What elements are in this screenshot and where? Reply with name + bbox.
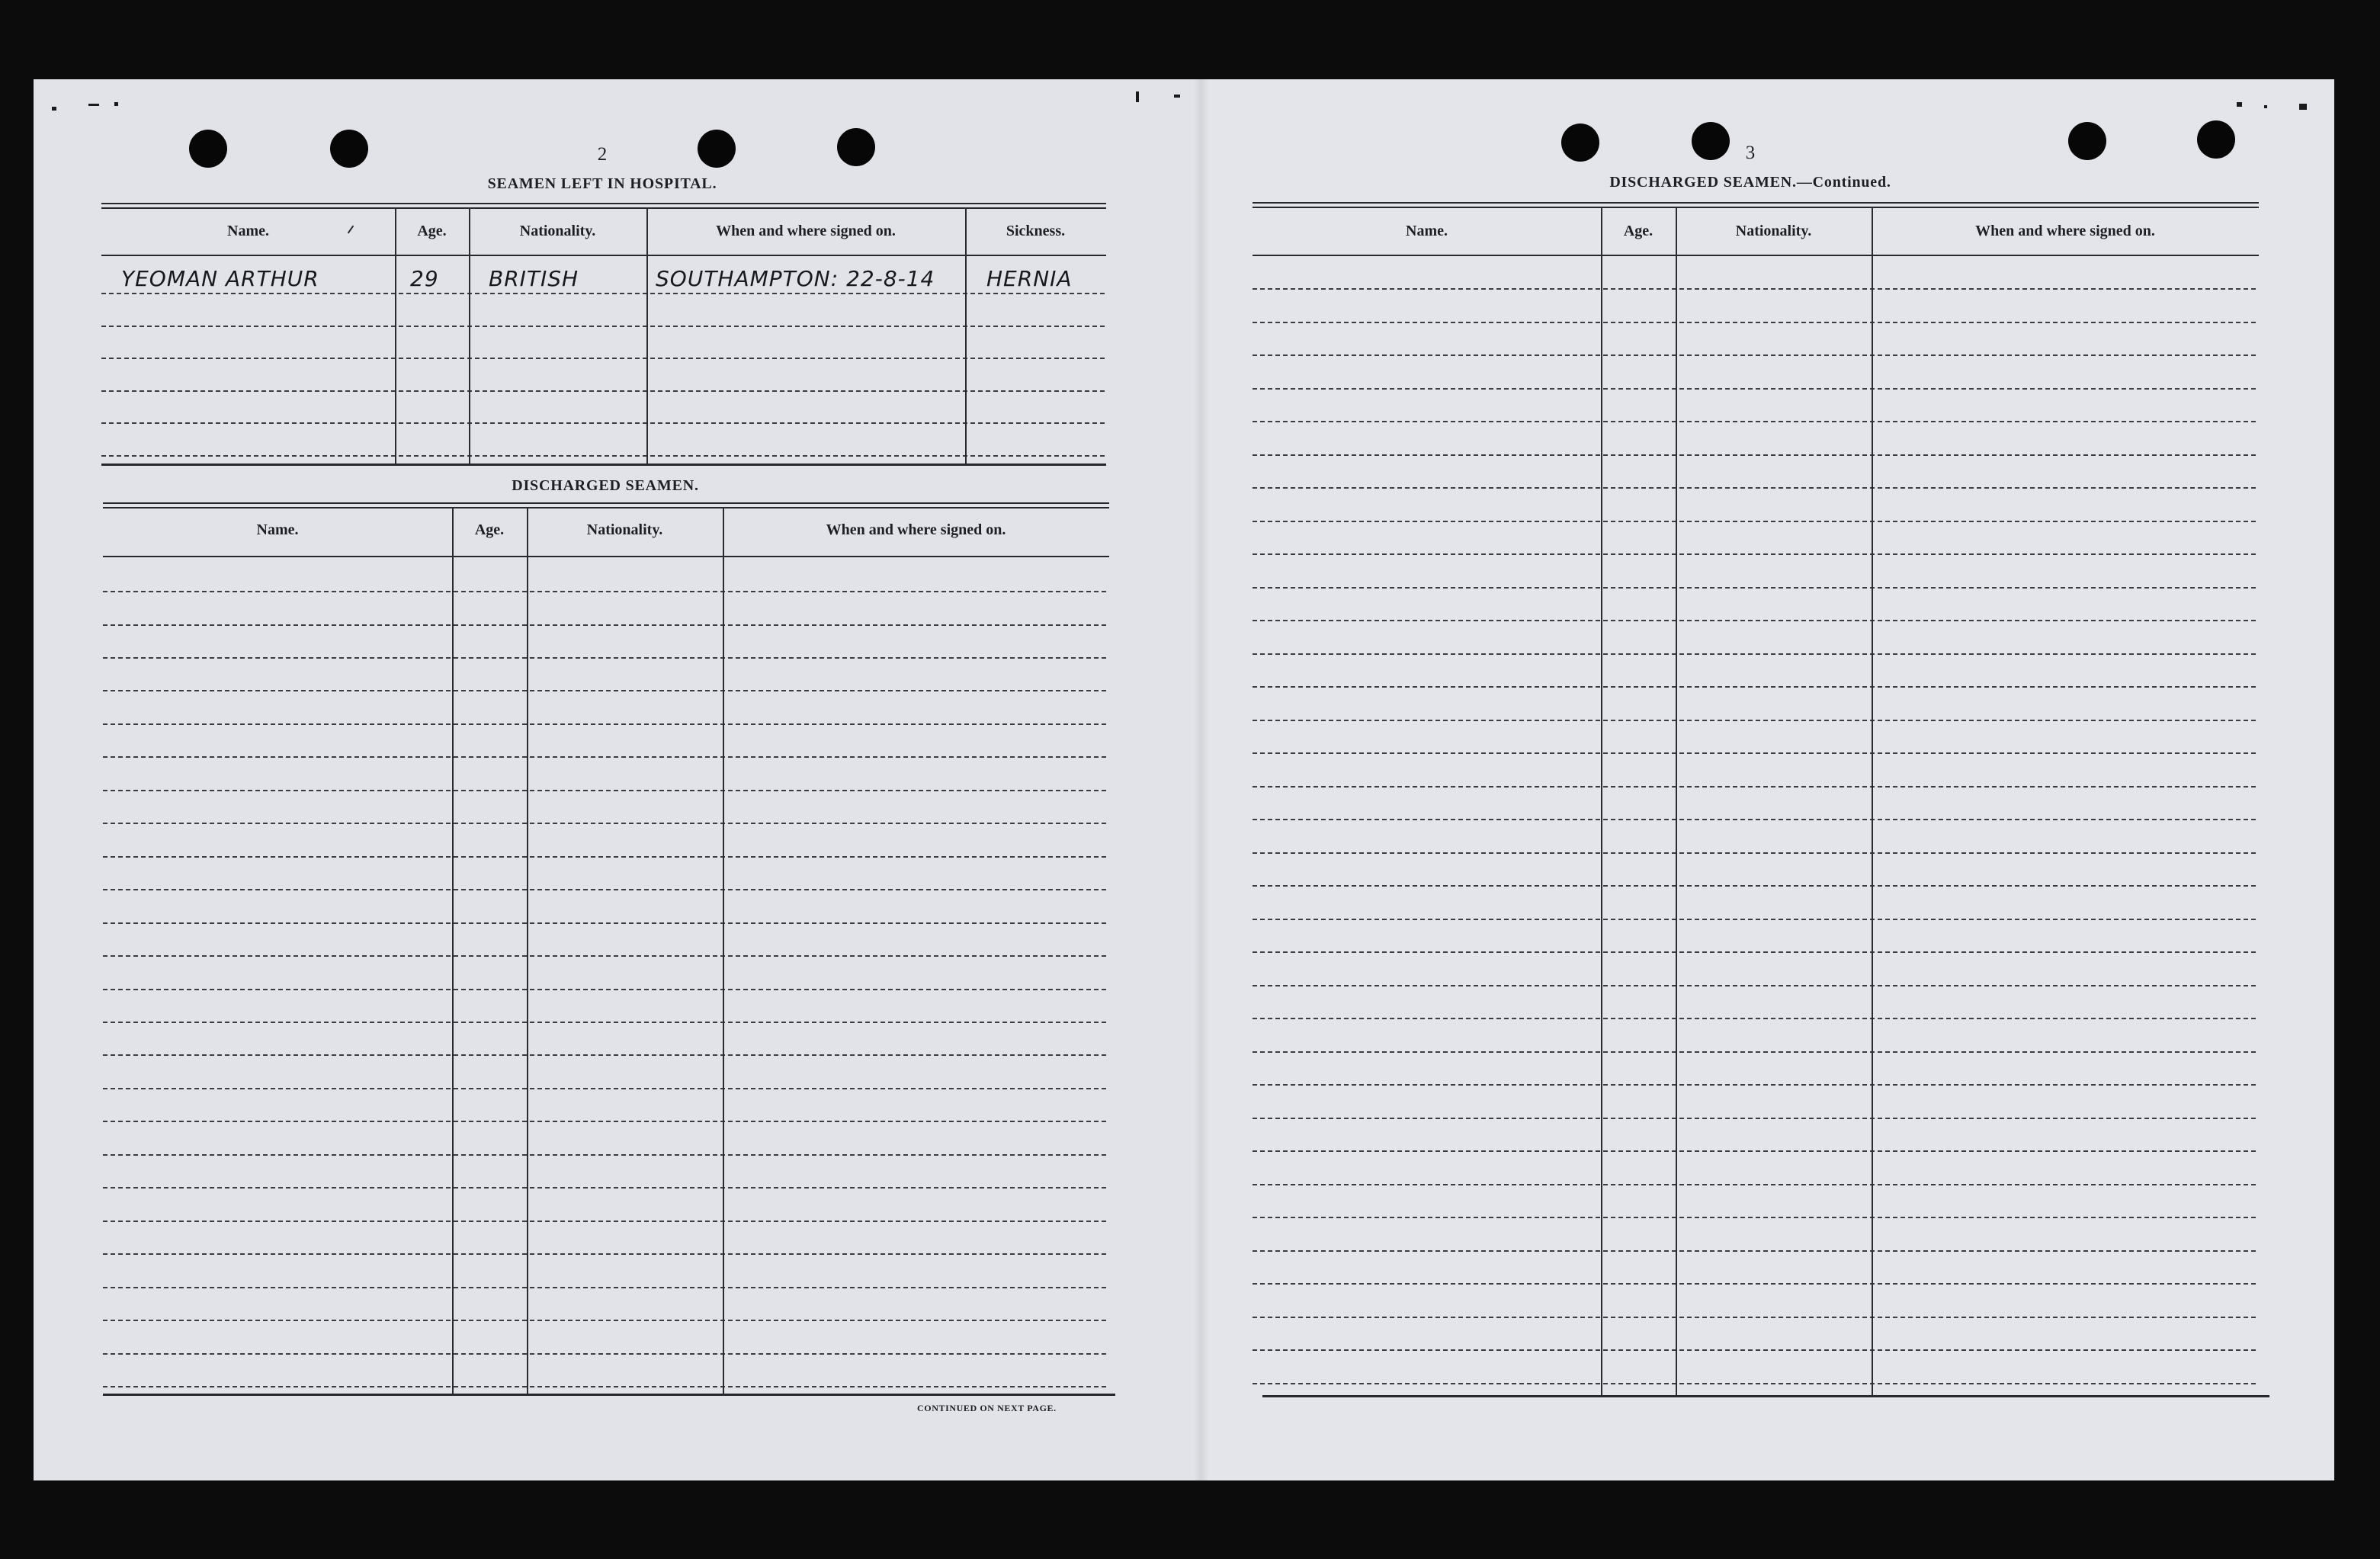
column-header-sickness: Sickness. [1006, 223, 1066, 239]
column-divider [395, 207, 396, 464]
column-header-age: Age. [474, 521, 505, 538]
table-bottom-rule [101, 464, 1106, 466]
dotted-entry-line [1253, 1051, 2259, 1053]
discharged-ruled-lines [103, 501, 1109, 1397]
column-divider [469, 207, 470, 464]
dotted-entry-line [1253, 521, 2259, 522]
dotted-entry-line [1253, 354, 2259, 356]
scan-speck [1136, 91, 1139, 102]
punch-hole [330, 130, 368, 168]
column-divider [1872, 207, 1873, 1395]
dotted-entry-line [103, 690, 1109, 691]
dotted-entry-line [103, 889, 1109, 890]
column-header-nationality: Nationality. [519, 223, 596, 239]
column-header-name: Name. [256, 521, 299, 538]
column-divider [965, 207, 967, 464]
column-header-signed-on: When and where signed on. [826, 521, 1006, 538]
dotted-entry-line [1253, 951, 2259, 953]
dotted-entry-line [1253, 1383, 2259, 1384]
dotted-entry-line [1253, 1349, 2259, 1351]
scan-speck [2237, 102, 2242, 107]
table-top-rule [101, 203, 1106, 204]
column-divider [1601, 207, 1602, 1395]
dotted-entry-line [103, 856, 1109, 858]
dotted-entry-line [1253, 553, 2259, 555]
dotted-entry-line [1253, 1018, 2259, 1019]
punch-hole [1561, 124, 1599, 162]
dotted-entry-line [103, 1088, 1109, 1089]
punch-hole [189, 130, 227, 168]
discharged-continued-ruled-lines [1253, 200, 2259, 1397]
discharged-continued-title: DISCHARGED SEAMEN.—Continued. [1609, 174, 1891, 191]
dotted-entry-line [1253, 919, 2259, 920]
continued-note: CONTINUED ON NEXT PAGE. [917, 1403, 1057, 1413]
discharged-section-title: DISCHARGED SEAMEN. [512, 477, 699, 494]
dotted-entry-line [103, 657, 1109, 659]
dotted-entry-line [101, 293, 1106, 294]
column-header-name: Name. [1406, 223, 1448, 239]
column-divider [452, 507, 454, 1394]
hospital-ruled-lines [101, 203, 1106, 467]
page-number-right: 3 [1745, 143, 1756, 163]
punch-hole [698, 130, 736, 168]
entry-age: 29 [410, 266, 439, 291]
page-number-left: 2 [597, 144, 608, 165]
entry-nationality: BRITISH [489, 266, 579, 291]
center-fold [1194, 79, 1209, 1480]
table-top-rule [1253, 202, 2259, 204]
hospital-table [101, 203, 1106, 467]
dotted-entry-line [103, 790, 1109, 791]
table-top-rule [1253, 207, 2259, 208]
table-top-rule [103, 507, 1109, 508]
dotted-entry-line [103, 591, 1109, 592]
scan-speck [52, 107, 56, 111]
dotted-entry-line [101, 422, 1106, 424]
discharged-continued-table [1253, 200, 2259, 1397]
column-header-age: Age. [417, 223, 447, 239]
dotted-entry-line [103, 723, 1109, 725]
dotted-entry-line [1253, 786, 2259, 788]
dotted-entry-line [1253, 487, 2259, 489]
dotted-entry-line [1253, 454, 2259, 456]
column-divider [723, 507, 724, 1394]
dotted-entry-line [1253, 1317, 2259, 1318]
entry-sickness: HERNIA [986, 266, 1073, 291]
dotted-entry-line [1253, 1250, 2259, 1252]
dotted-entry-line [103, 823, 1109, 824]
scan-speck [2264, 105, 2267, 108]
dotted-entry-line [1253, 587, 2259, 589]
punch-hole [2197, 120, 2235, 159]
dotted-entry-line [1253, 819, 2259, 820]
column-header-nationality: Nationality. [1735, 223, 1812, 239]
dotted-entry-line [103, 989, 1109, 990]
dotted-entry-line [1253, 1150, 2259, 1152]
header-bottom-rule [101, 255, 1106, 256]
column-header-signed-on: When and where signed on. [1975, 223, 2155, 239]
column-divider [646, 207, 648, 464]
dotted-entry-line [1253, 322, 2259, 323]
table-bottom-rule [1262, 1395, 2269, 1397]
table-bottom-rule [103, 1394, 1115, 1396]
dotted-entry-line [103, 1154, 1109, 1156]
punch-hole [837, 128, 875, 166]
dotted-entry-line [1253, 620, 2259, 621]
column-divider [1676, 207, 1677, 1395]
dotted-entry-line [103, 1187, 1109, 1188]
dotted-entry-line [103, 1353, 1109, 1355]
dotted-entry-line [1253, 1118, 2259, 1119]
dotted-entry-line [1253, 852, 2259, 854]
dotted-entry-line [103, 922, 1109, 924]
dotted-entry-line [1253, 985, 2259, 986]
dotted-entry-line [103, 624, 1109, 626]
column-header-signed-on: When and where signed on. [716, 223, 896, 239]
dotted-entry-line [1253, 1217, 2259, 1218]
dotted-entry-line [101, 326, 1106, 327]
column-divider [527, 507, 528, 1394]
entry-signed-on: SOUTHAMPTON: 22-8-14 [656, 266, 935, 291]
dotted-entry-line [103, 955, 1109, 957]
dotted-entry-line [1253, 686, 2259, 688]
column-header-age: Age. [1623, 223, 1653, 239]
dotted-entry-line [1253, 720, 2259, 721]
dotted-entry-line [103, 1386, 1109, 1387]
dotted-entry-line [101, 390, 1106, 392]
dotted-entry-line [1253, 388, 2259, 390]
dotted-entry-line [1253, 1084, 2259, 1086]
dotted-entry-line [1253, 1184, 2259, 1185]
column-header-nationality: Nationality. [586, 521, 663, 538]
dotted-entry-line [101, 455, 1106, 457]
dotted-entry-line [1253, 421, 2259, 422]
dotted-entry-line [103, 1221, 1109, 1222]
entry-name: YEOMAN ARTHUR [121, 266, 319, 291]
table-top-rule [101, 207, 1106, 209]
dotted-entry-line [103, 1121, 1109, 1122]
dotted-entry-line [1253, 653, 2259, 655]
dotted-entry-line [103, 756, 1109, 758]
dotted-entry-line [103, 1022, 1109, 1023]
header-bottom-rule [1253, 255, 2259, 256]
header-bottom-rule [103, 556, 1109, 557]
discharged-table [103, 501, 1109, 1397]
dotted-entry-line [103, 1320, 1109, 1321]
dotted-entry-line [103, 1287, 1109, 1288]
hospital-section-title: SEAMEN LEFT IN HOSPITAL. [487, 175, 717, 192]
dotted-entry-line [101, 358, 1106, 359]
scan-speck [114, 102, 118, 106]
dotted-entry-line [1253, 885, 2259, 887]
dotted-entry-line [1253, 288, 2259, 290]
scan-speck [88, 104, 99, 106]
dotted-entry-line [103, 1054, 1109, 1056]
scan-speck [2299, 104, 2307, 110]
table-top-rule [103, 502, 1109, 504]
scan-speck [1174, 95, 1180, 98]
dotted-entry-line [1253, 1283, 2259, 1285]
dotted-entry-line [1253, 752, 2259, 754]
punch-hole [2068, 122, 2106, 160]
dotted-entry-line [103, 1253, 1109, 1255]
column-header-name: Name. [227, 223, 269, 239]
